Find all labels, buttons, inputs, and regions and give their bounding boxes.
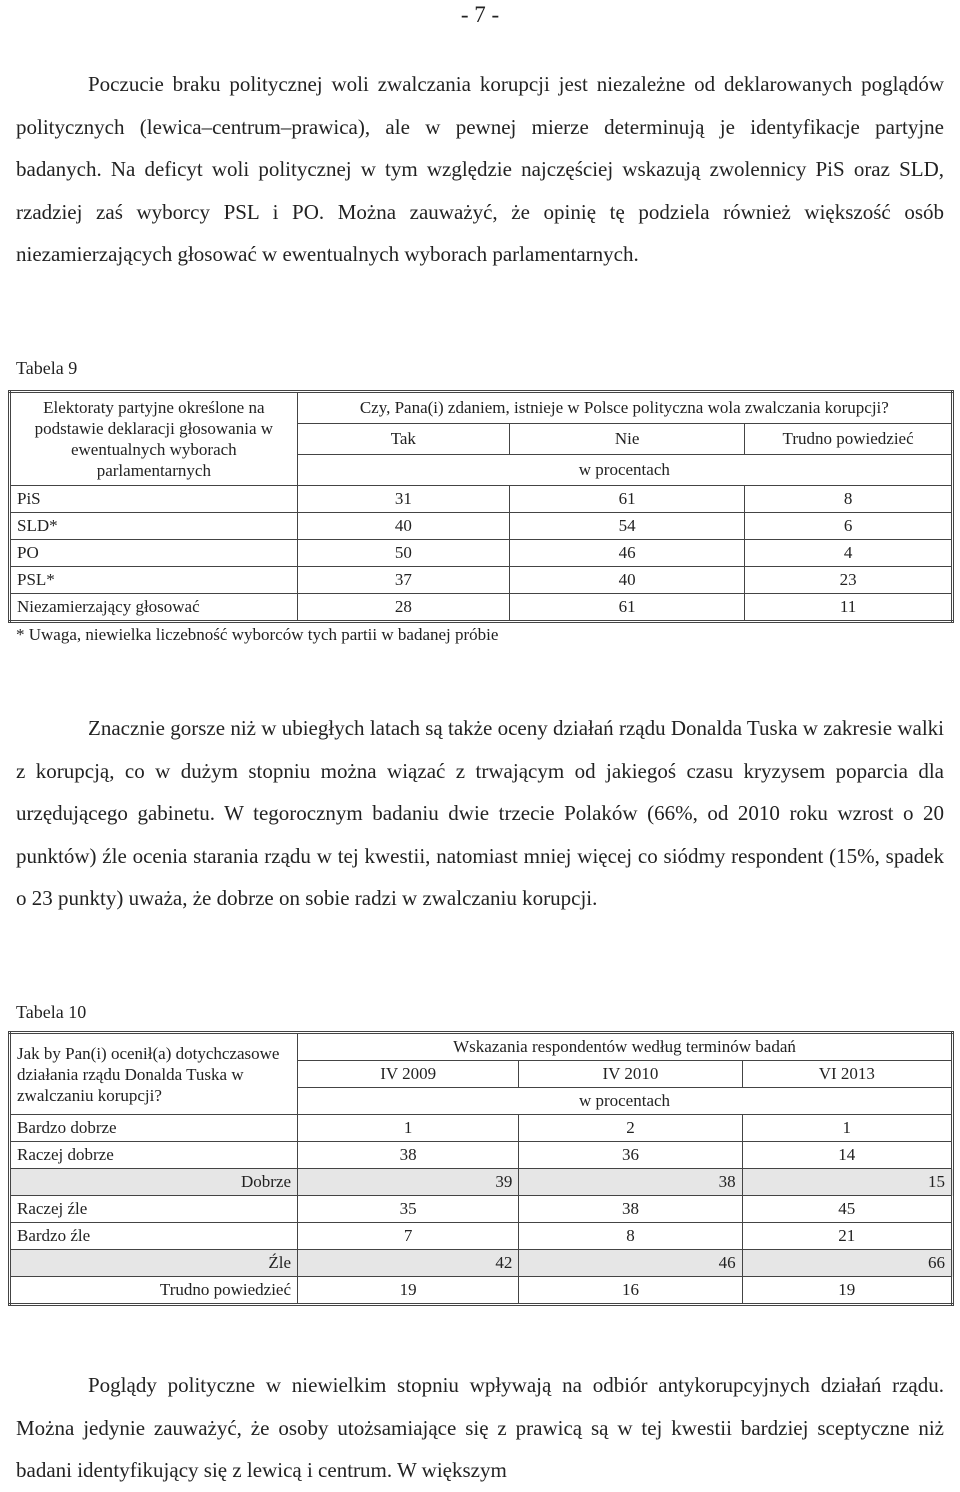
table-9-row-header: Elektoraty partyjne określone na podstawie deklaracji głosowania w ewentualnych wyborach parlamentarnych <box>10 392 298 486</box>
table-9 <box>8 390 954 623</box>
table-row <box>10 486 953 513</box>
cell: 15 <box>742 1169 952 1196</box>
row-label: Źle <box>10 1250 298 1277</box>
table-row <box>10 540 953 567</box>
cell: 31 <box>297 486 509 513</box>
row-label: Niezamierzający głosować <box>10 594 298 622</box>
table-row-summary <box>10 1169 953 1196</box>
cell: 40 <box>509 567 744 594</box>
cell: 54 <box>509 513 744 540</box>
table-row-summary <box>10 1250 953 1277</box>
table-9-col-nie: Nie <box>509 424 744 455</box>
cell: 1 <box>742 1115 952 1142</box>
row-label: PO <box>10 540 298 567</box>
table-row <box>10 1196 953 1223</box>
cell: 2 <box>519 1115 742 1142</box>
table-9-caption: Tabela 9 <box>16 358 78 378</box>
cell: 19 <box>298 1277 519 1305</box>
cell: 19 <box>742 1277 952 1305</box>
table-9-col-trudno: Trudno powiedzieć <box>745 424 953 455</box>
paragraph-1 <box>16 63 944 276</box>
row-label: SLD* <box>10 513 298 540</box>
table-row <box>10 1115 953 1142</box>
table-10-col-2013: VI 2013 <box>742 1061 952 1088</box>
cell: 37 <box>297 567 509 594</box>
cell: 38 <box>519 1196 742 1223</box>
table-10-unit: w procentach <box>298 1088 953 1115</box>
cell: 1 <box>298 1115 519 1142</box>
row-label: Bardzo dobrze <box>10 1115 298 1142</box>
cell: 40 <box>297 513 509 540</box>
cell: 46 <box>509 540 744 567</box>
cell: 14 <box>742 1142 952 1169</box>
cell: 39 <box>298 1169 519 1196</box>
cell: 23 <box>745 567 953 594</box>
cell: 6 <box>745 513 953 540</box>
paragraph-2-text: Znacznie gorsze niż w ubiegłych latach są także oceny działań rządu Donalda Tuska w zakresie walki z korupcją, co w dużym stopniu można wiązać z trwającym od jakiegoś czasu kryzysem poparcia dla urzędującego gabinetu. W tegorocznym badaniu dwie trzecie Polaków (66%, od 2010 roku wzrost o 20 punktów) źle ocenia starania rządu w tej kwestii, natomiast mniej więcej co siódmy respondent (15%, spadek o 23 punkty) uważa, że dobrze on sobie radzi w zwalczaniu korupcji. <box>16 716 944 910</box>
cell: 21 <box>742 1223 952 1250</box>
cell: 42 <box>298 1250 519 1277</box>
table-row <box>10 1142 953 1169</box>
cell: 28 <box>297 594 509 622</box>
row-label: PSL* <box>10 567 298 594</box>
table-row <box>10 513 953 540</box>
cell: 50 <box>297 540 509 567</box>
row-label: PiS <box>10 486 298 513</box>
cell: 46 <box>519 1250 742 1277</box>
cell: 11 <box>745 594 953 622</box>
row-label: Raczej źle <box>10 1196 298 1223</box>
row-label: Trudno powiedzieć <box>10 1277 298 1305</box>
table-row <box>10 1277 953 1305</box>
cell: 8 <box>745 486 953 513</box>
table-row <box>10 594 953 622</box>
table-row <box>10 1223 953 1250</box>
cell: 8 <box>519 1223 742 1250</box>
table-9-note: * Uwaga, niewielka liczebność wyborców tych partii w badanej próbie <box>16 625 499 644</box>
paragraph-2 <box>16 707 944 920</box>
table-9-unit: w procentach <box>297 455 952 486</box>
table-9-question: Czy, Pana(i) zdaniem, istnieje w Polsce polityczna wola zwalczania korupcji? <box>297 392 952 424</box>
cell: 35 <box>298 1196 519 1223</box>
cell: 61 <box>509 594 744 622</box>
cell: 66 <box>742 1250 952 1277</box>
cell: 16 <box>519 1277 742 1305</box>
page-number: - 7 - <box>460 2 500 27</box>
row-label: Bardzo źle <box>10 1223 298 1250</box>
cell: 36 <box>519 1142 742 1169</box>
cell: 61 <box>509 486 744 513</box>
row-label: Dobrze <box>10 1169 298 1196</box>
cell: 38 <box>519 1169 742 1196</box>
row-label: Raczej dobrze <box>10 1142 298 1169</box>
cell: 7 <box>298 1223 519 1250</box>
paragraph-1-text: Poczucie braku politycznej woli zwalczania korupcji jest niezależne od deklarowanych poglądów politycznych (lewica–centrum–prawica), ale w pewnej mierze determinują je identyfikacje partyjne badanych. Na deficyt woli politycznej w tym względzie najczęściej wskazują zwolennicy PiS oraz SLD, rzadziej zaś wyborcy PSL i PO. Można zauważyć, że opinię tę podziela również większość osób niezamierzających głosować w ewentualnych wyborach parlamentarnych. <box>16 72 944 266</box>
cell: 4 <box>745 540 953 567</box>
cell: 38 <box>298 1142 519 1169</box>
table-10-col-2009: IV 2009 <box>298 1061 519 1088</box>
table-10-col-2010: IV 2010 <box>519 1061 742 1088</box>
table-10-row-header: Jak by Pan(i) ocenił(a) dotychczasowe działania rządu Donalda Tuska w zwalczaniu korupcji? <box>10 1033 298 1115</box>
paragraph-3-text: Poglądy polityczne w niewielkim stopniu wpływają na odbiór antykorupcyjnych działań rządu. Można jedynie zauważyć, że osoby utożsamiające się z prawicą są w tej kwestii bardziej sceptyczne niż badani identyfikujący się z lewicą i centrum. W większym <box>16 1373 944 1482</box>
paragraph-3 <box>16 1364 944 1492</box>
table-10 <box>8 1031 954 1306</box>
table-9-col-tak: Tak <box>297 424 509 455</box>
table-row <box>10 567 953 594</box>
cell: 45 <box>742 1196 952 1223</box>
table-10-group-header: Wskazania respondentów według terminów badań <box>298 1033 953 1061</box>
table-10-caption: Tabela 10 <box>16 1002 87 1022</box>
